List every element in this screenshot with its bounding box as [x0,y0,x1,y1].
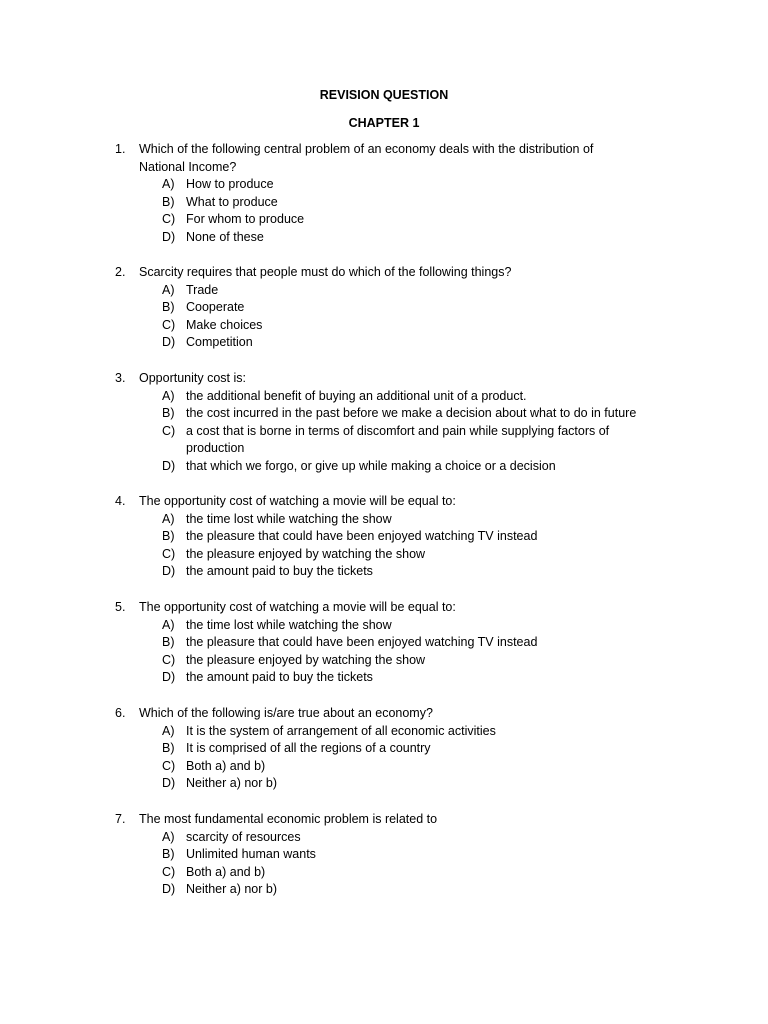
option-text: that which we forgo, or give up while making a choice or a decision [186,458,556,473]
option-b [0,299,768,317]
option-d [0,458,768,476]
option-letter: D) [162,458,176,473]
question-text: Opportunity cost is: [139,371,246,385]
question-number: 7. [115,812,126,826]
option-d [0,775,768,793]
option-a [0,388,768,406]
option-letter: C) [162,317,176,332]
question-7 [0,811,768,899]
option-letter: B) [162,635,175,649]
option-text: Competition [186,335,253,349]
option-letter: D) [162,882,176,896]
option-text: None of these [186,229,264,244]
option-letter: A) [162,282,175,297]
option-text: What to produce [186,194,278,209]
option-letter: A) [162,177,175,191]
option-text: the amount paid to buy the tickets [186,564,373,578]
option-c [0,317,768,335]
option-text: Make choices [186,317,263,332]
option-letter: D) [162,564,176,578]
option-letter: B) [162,741,175,755]
option-d [0,881,768,899]
option-text: a cost that is borne in terms of discomfort and pain while supplying factors of production [186,423,610,455]
option-letter: B) [162,300,175,314]
question-text: The opportunity cost of watching a movie will be equal to: [139,600,456,614]
question-number: 3. [115,371,126,385]
option-d [0,334,768,352]
option-text: the pleasure enjoyed by watching the show [186,546,426,561]
option-letter: C) [162,864,176,879]
option-c [0,864,768,882]
option-text: Unlimited human wants [186,847,316,861]
option-text: Trade [186,282,219,297]
option-text: Cooperate [186,300,245,314]
option-letter: A) [162,829,175,844]
option-letter: C) [162,758,176,773]
question-3 [0,370,768,475]
option-letter: B) [162,529,175,543]
question-number: 2. [115,265,126,279]
option-d [0,563,768,581]
question-text: The most fundamental economic problem is related to [139,812,438,826]
option-letter: B) [162,406,175,420]
option-text: It is comprised of all the regions of a country [186,741,431,755]
option-letter: B) [162,194,175,209]
option-b [0,405,768,423]
option-letter: C) [162,423,176,438]
option-letter: A) [162,388,175,403]
option-letter: D) [162,776,176,790]
option-d [0,229,768,247]
option-c [0,652,768,670]
option-text: For whom to produce [186,212,305,226]
option-text: the pleasure that could have been enjoyed watching TV instead [186,635,538,649]
option-b [0,740,768,758]
option-letter: A) [162,617,175,632]
option-text: the additional benefit of buying an additional unit of a product. [186,388,527,403]
option-text: Neither a) nor b) [186,776,278,790]
question-number: 5. [115,600,126,614]
option-text: Neither a) nor b) [186,882,278,896]
option-b [0,194,768,212]
option-a [0,617,768,635]
option-b [0,528,768,546]
question-2 [0,264,768,352]
option-c [0,546,768,564]
question-text: Which of the following is/are true about an economy? [139,706,433,720]
chapter-heading: CHAPTER 1 [348,116,420,130]
question-text: Which of the following central problem of an economy deals with the distribution of National Income? [139,142,594,174]
option-a [0,723,768,741]
question-text: Scarcity requires that people must do which of the following things? [139,265,512,279]
option-text: Both a) and b) [186,758,266,773]
option-letter: B) [162,847,175,861]
option-text: the amount paid to buy the tickets [186,670,373,684]
question-number: 4. [115,494,126,508]
option-text: How to produce [186,177,274,191]
option-text: the pleasure that could have been enjoyed watching TV instead [186,529,538,543]
option-a [0,511,768,529]
page-title: REVISION QUESTION [319,88,449,102]
option-letter: D) [162,335,176,349]
option-b [0,846,768,864]
option-text: Both a) and b) [186,864,266,879]
option-text: the time lost while watching the show [186,617,392,632]
question-4 [0,493,768,581]
option-c [0,423,768,458]
option-text: scarcity of resources [186,829,301,844]
question-6 [0,705,768,793]
question-5 [0,599,768,687]
question-number: 6. [115,706,126,720]
question-text: The opportunity cost of watching a movie will be equal to: [139,494,456,508]
option-a [0,176,768,194]
option-text: the cost incurred in the past before we make a decision about what to do in future [186,406,637,420]
option-text: the pleasure enjoyed by watching the show [186,652,426,667]
option-letter: D) [162,229,176,244]
option-letter: C) [162,546,176,561]
option-a [0,829,768,847]
option-b [0,634,768,652]
option-text: the time lost while watching the show [186,511,392,526]
option-c [0,211,768,229]
option-letter: C) [162,212,176,226]
option-letter: C) [162,652,176,667]
option-letter: A) [162,511,175,526]
option-c [0,758,768,776]
option-a [0,282,768,300]
option-text: It is the system of arrangement of all economic activities [186,723,496,738]
question-1 [0,141,768,246]
option-letter: A) [162,723,175,738]
option-d [0,669,768,687]
option-letter: D) [162,670,176,684]
question-number: 1. [115,142,126,156]
